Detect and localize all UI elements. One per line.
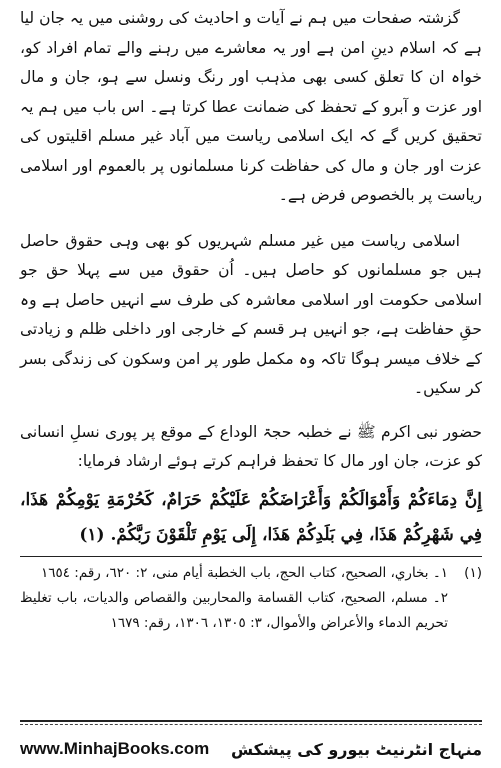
paragraph-rights: اسلامی ریاست میں غیر مسلم شہریوں کو بھی وہی حقوق حاصل ہیں جو مسلمانوں کو حاصل ہیں۔ اُن حقوق میں سے پہلا حق جو اسلامی حکومت اور اسلامی معاشرہ کی طرف سے انہیں حاصل ہے وہ حقِ حفاظت ہے، جو انہیں ہر قسم کے خارجی اور داخلی ظلم و زیادتی کے خلاف میسر ہوگا تاکہ وہ مکمل طور پر امن وسکون کی زندگی بسر کر سکیں۔	[20, 231, 482, 397]
footer-divider	[20, 720, 482, 722]
paragraph-prophet-sermon: حضور نبی اکرم ﷺ نے خطبہ حجۃ الوداع کے موقع پر پوری نسلِ انسانی کو عزت، جان اور مال کا تحفظ فراہم کرتے ہوئے ارشاد فرمایا:	[20, 422, 482, 470]
footnote-number	[448, 586, 482, 636]
hadith-quote: إِنَّ دِمَاءَكُمْ وَأَمْوَالَكُمْ وَأَعْرَاضَكُمْ عَلَيْكُمْ حَرَامٌ، كَحُرْمَةِ يَوْمِكُمْ هَذَا، فِي شَهْرِكُمْ هَذَا، فِي بَلَدِكُمْ هَذَا، إِلَى يَوْمِ تَلْقَوْنَ رَبَّكُمْ. (١)	[20, 489, 482, 545]
page-footer	[20, 735, 482, 763]
footnote-text: ٢۔ مسلم، الصحيح، كتاب القسامة والمحاربين والقصاص والديات، باب تغليظ تحريم الدماء والأعراض والأموال، ٣: ١٣٠٥، ١٣٠٦، رقم: ١٦٧٩	[20, 590, 448, 631]
footnotes	[20, 561, 482, 636]
footnote-item	[20, 586, 482, 636]
website-link[interactable]: www.MinhajBooks.com	[20, 739, 210, 758]
footnote-text: ١۔ بخاري، الصحيح، كتاب الحج، باب الخطبة أيام منى، ٢: ٦٢٠، رقم: ١٦٥٤	[40, 565, 448, 581]
paragraph-intro: گزشتہ صفحات میں ہم نے آیات و احادیث کی روشنی میں یہ جان لیا ہے کہ اسلام دینِ امن ہے اور یہ معاشرے میں رہنے والے تمام افراد کو، خواہ ان کا تعلق کسی بھی مذہب اور رنگ ونسل سے ہو، جان و مال اور عزت و آبرو کے تحفظ کی ضمانت عطا کرتا ہے۔ اس باب میں ہم یہ تحقیق کریں گے کہ ایک اسلامی ریاست میں آباد غیر مسلم اقلیتوں کی عزت اور جان و مال کی حفاظت کرنا مسلمانوں پر بالعموم اور اسلامی ریاست پر بالخصوص فرض ہے۔	[20, 9, 482, 204]
main-text	[20, 4, 482, 553]
publisher-credit: منہاج انٹرنیٹ بیورو کی پیشکش	[230, 739, 482, 759]
footer-divider-dashed	[20, 724, 482, 725]
footnote-item	[20, 561, 482, 586]
footnote-divider	[20, 556, 482, 557]
footnote-number: (١)	[464, 565, 482, 581]
